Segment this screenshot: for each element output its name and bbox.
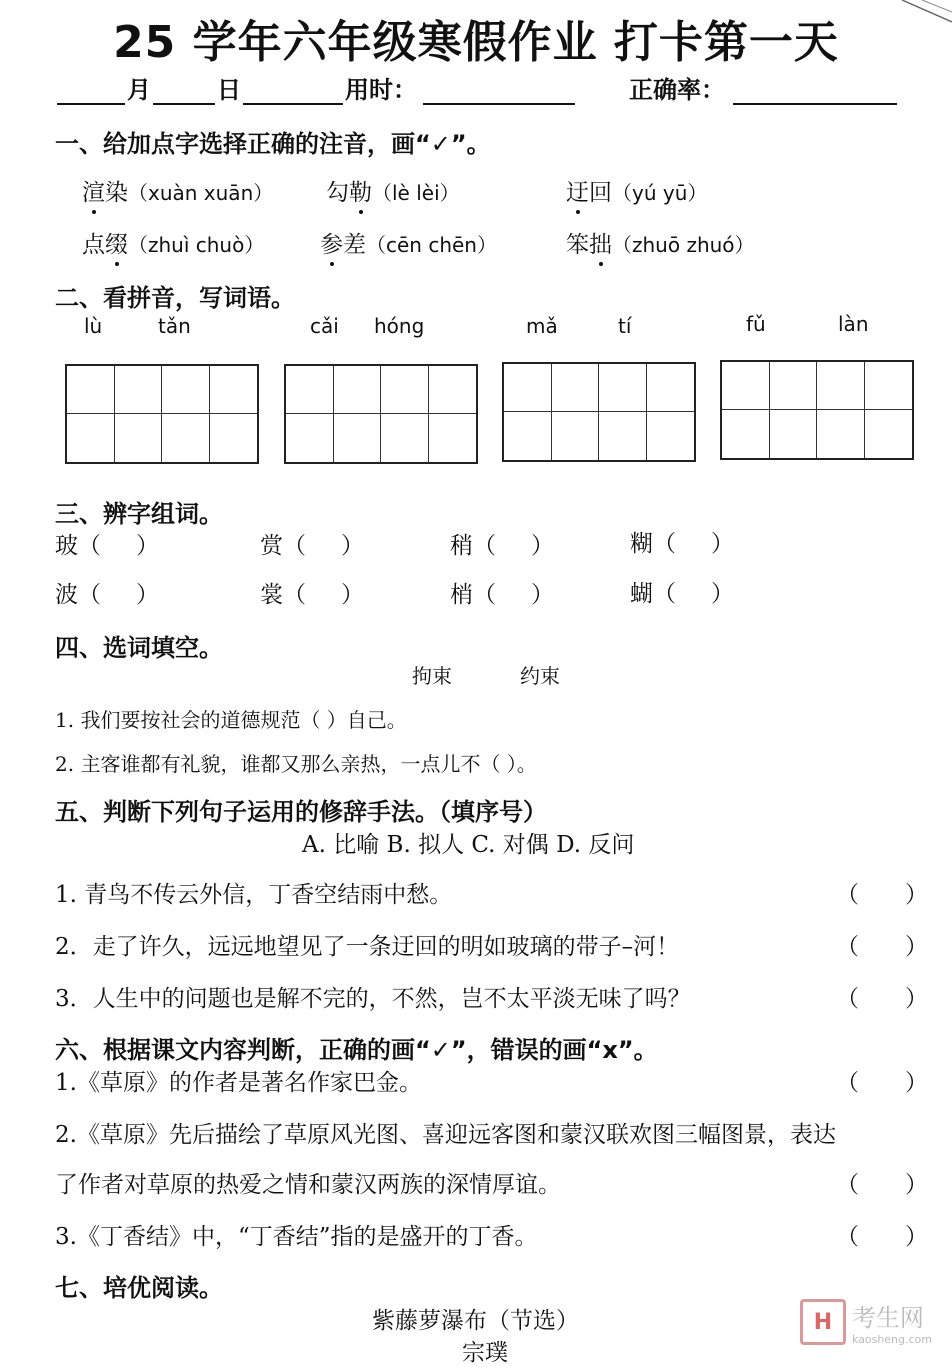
watermark-logo-icon: H <box>800 1299 846 1345</box>
answer-blank[interactable]: （ ） <box>836 1070 928 1096</box>
answer-blank[interactable]: （ ） <box>836 1224 928 1250</box>
watermark-text: 考生网 <box>851 1304 924 1332</box>
pinyin-item: 勾勒（lè lèi） <box>326 180 460 206</box>
section6-heading: 六、根据课文内容判断，正确的画“✓”，错误的画“x”。 <box>55 1036 658 1064</box>
question-text: 1. 我们要按社会的道德规范（ ）自己。 <box>55 708 407 732</box>
watermark-sub: kaosheng.com <box>851 1333 932 1346</box>
question-text: 1. 青鸟不传云外信，丁香空结雨中愁。 <box>55 882 453 908</box>
writing-grid[interactable] <box>65 364 259 464</box>
answer-blank[interactable]: （ ） <box>836 1172 928 1198</box>
char-item: 裳（ ） <box>260 582 370 608</box>
pinyin-label: cǎi <box>310 314 339 338</box>
month-label: 月 <box>127 75 151 104</box>
pinyin-item: 渲染（xuàn xuān） <box>82 180 274 206</box>
answer-blank[interactable]: （ ） <box>836 934 928 960</box>
char-item: 蝴（ ） <box>630 581 740 607</box>
word-option: 拘束 <box>412 664 452 688</box>
question-text: 3.《丁香结》中，“丁香结”指的是盛开的丁香。 <box>55 1224 538 1250</box>
writing-grid[interactable] <box>502 362 696 462</box>
answer-blank[interactable]: （ ） <box>836 986 928 1012</box>
pinyin-label: tǎn <box>158 314 191 338</box>
passage-author: 宗璞 <box>462 1340 508 1366</box>
meta-line <box>55 70 899 105</box>
passage-title: 紫藤萝瀑布（节选） <box>372 1308 579 1334</box>
answer-blank[interactable]: （ ） <box>836 882 928 908</box>
writing-grid[interactable] <box>720 360 914 460</box>
watermark <box>800 1298 932 1346</box>
question-text: 了作者对草原的热爱之情和蒙汉两族的深情厚谊。 <box>55 1172 561 1198</box>
day-blank[interactable] <box>153 79 215 105</box>
pinyin-item: 参差（cēn chēn） <box>320 232 497 258</box>
section2-heading: 二、看拼音，写词语。 <box>55 284 295 312</box>
day-label: 日 <box>217 75 241 104</box>
section3-heading: 三、辨字组词。 <box>55 500 223 528</box>
pinyin-item: 迂回（yú yū） <box>566 180 708 206</box>
pinyin-label: mǎ <box>526 314 558 338</box>
pinyin-item: 点缀（zhuì chuò） <box>82 232 265 258</box>
rhetoric-options: A. 比喻 B. 拟人 C. 对偶 D. 反问 <box>302 832 635 858</box>
pinyin-label: tí <box>618 314 632 338</box>
page-title: 25 学年六年级寒假作业 打卡第一天 <box>113 17 839 68</box>
time-label: 用时： <box>345 75 417 104</box>
month-blank[interactable] <box>57 79 125 105</box>
section1-heading: 一、给加点字选择正确的注音，画“✓”。 <box>55 130 491 158</box>
question-text: 2．走了许久，远远地望见了一条迂回的明如玻璃的带子–河！ <box>55 934 680 960</box>
question-text: 1.《草原》的作者是著名作家巴金。 <box>55 1070 422 1096</box>
time-blank[interactable] <box>423 79 575 105</box>
accuracy-label: 正确率： <box>629 75 725 104</box>
char-item: 糊（ ） <box>630 531 740 557</box>
question-text: 2. 主客谁都有礼貌，谁都又那么亲热，一点儿不（ ）。 <box>55 752 537 776</box>
question-text: 3．人生中的问题也是解不完的，不然，岂不太平淡无味了吗？ <box>55 986 691 1012</box>
char-item: 梢（ ） <box>450 582 560 608</box>
char-item: 波（ ） <box>55 582 165 608</box>
pinyin-label: lù <box>84 314 103 338</box>
pinyin-label: làn <box>838 312 869 336</box>
pinyin-item: 笨拙（zhuō zhuó） <box>566 232 755 258</box>
writing-grid[interactable] <box>284 364 478 464</box>
pinyin-label: hóng <box>374 314 425 338</box>
accuracy-blank[interactable] <box>733 79 897 105</box>
word-option: 约束 <box>520 664 560 688</box>
extra-blank[interactable] <box>243 79 343 105</box>
section5-heading: 五、判断下列句子运用的修辞手法。（填序号） <box>55 798 547 826</box>
section7-heading: 七、培优阅读。 <box>55 1274 223 1302</box>
pinyin-label: fǔ <box>746 312 766 336</box>
char-item: 稍（ ） <box>450 533 560 559</box>
char-item: 赏（ ） <box>260 533 370 559</box>
char-item: 玻（ ） <box>55 533 165 559</box>
question-text: 2.《草原》先后描绘了草原风光图、喜迎远客图和蒙汉联欢图三幅图景，表达 <box>55 1122 836 1148</box>
section4-heading: 四、选词填空。 <box>55 634 223 662</box>
